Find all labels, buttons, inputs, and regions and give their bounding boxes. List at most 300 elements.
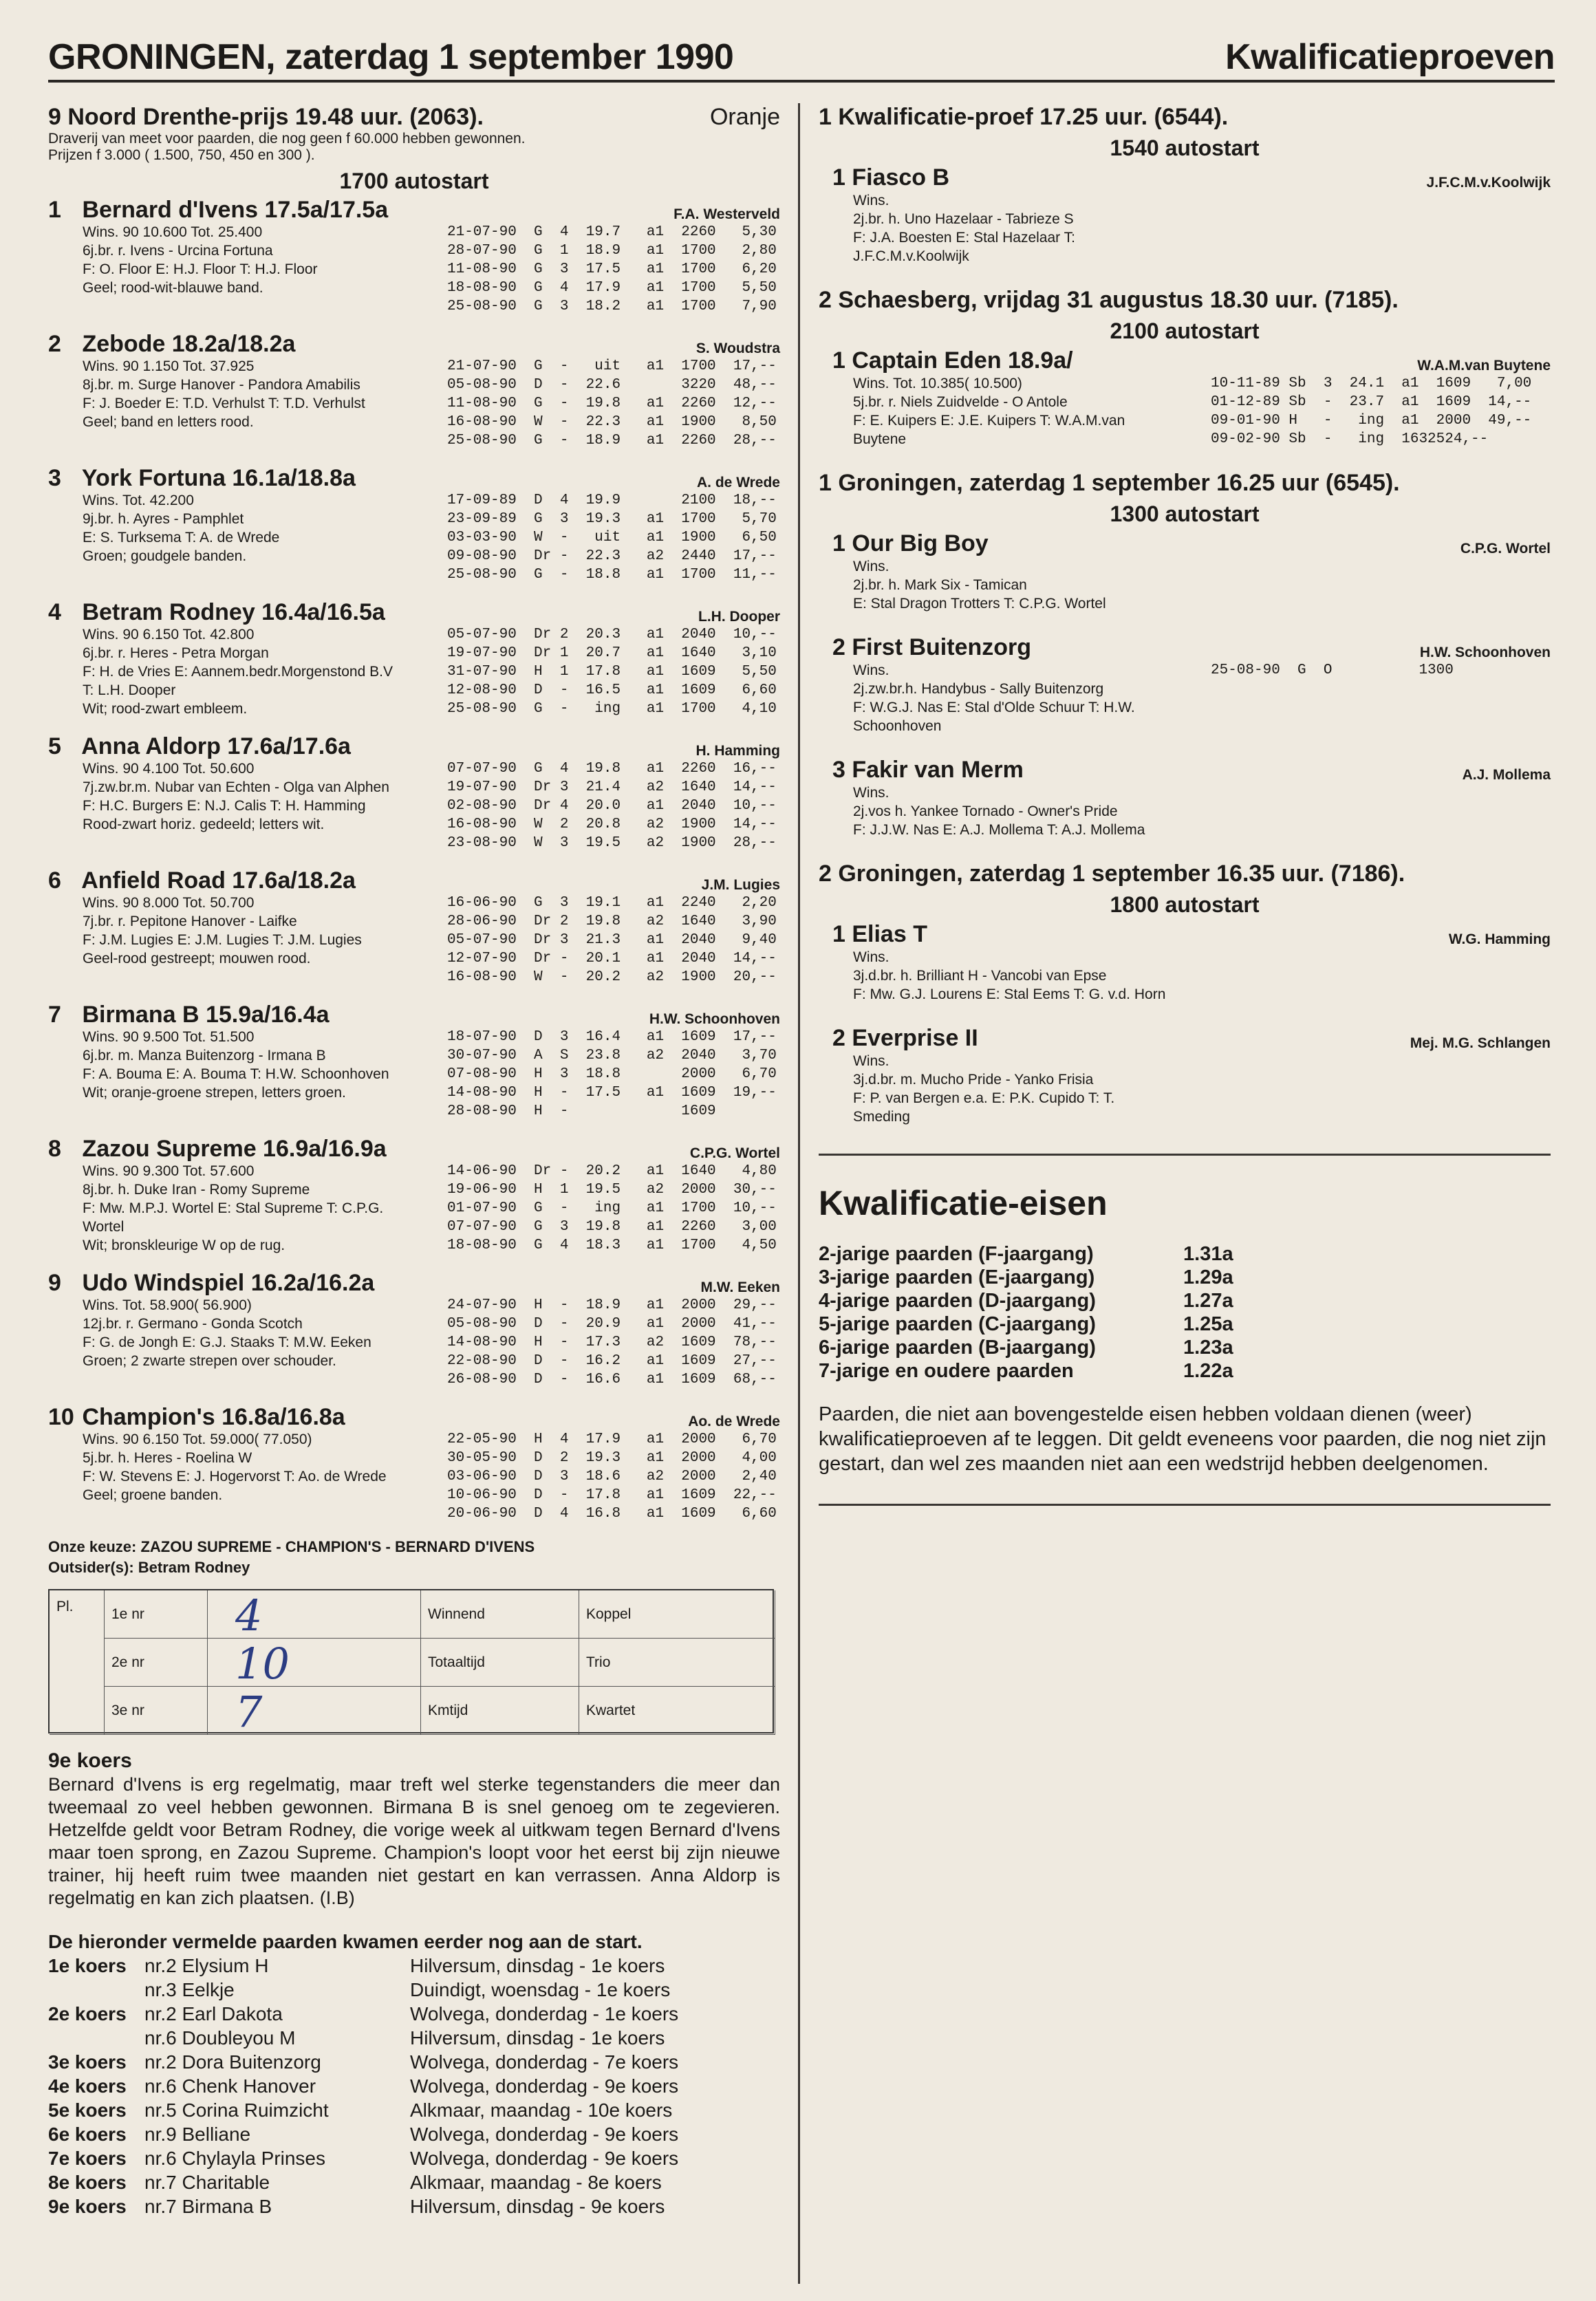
info-line: Smeding (853, 1109, 910, 1125)
horse-info (48, 894, 447, 986)
earlier-where: Wolvega, donderdag - 7e koers (410, 2051, 679, 2073)
info-line: 8j.br. h. Duke Iran - Romy Supreme (83, 1182, 310, 1198)
earlier-race: 3e koers (48, 2051, 127, 2073)
info-line: Wins. 90 10.600 Tot. 25.400 (83, 224, 263, 240)
start-row: 03-06-90 D 3 18.6 a2 2000 2,40 (447, 1469, 777, 1484)
earlier-row (48, 2026, 780, 2050)
driver-name: L.H. Dooper (698, 609, 780, 625)
start-row: 18-07-90 D 3 16.4 a1 1609 17,-- (447, 1029, 777, 1045)
horse-number: 6 (48, 867, 61, 894)
horse-number: 5 (48, 733, 61, 759)
earlier-horse: nr.6 Chenk Hanover (144, 2075, 316, 2097)
forecast-pick-cell (208, 1590, 421, 1639)
horse-starts (447, 625, 780, 718)
start-row: 12-07-90 Dr - 20.1 a1 2040 14,-- (447, 951, 777, 966)
earlier-race: 1e koers (48, 1955, 127, 1976)
info-line: Wins. (853, 662, 889, 678)
start-row: 14-08-90 H - 17.5 a1 1609 19,-- (447, 1085, 777, 1101)
info-line: F: H.C. Burgers E: N.J. Calis T: H. Hamming (83, 798, 366, 814)
earlier-where: Hilversum, dinsdag - 1e koers (410, 2027, 665, 2049)
requirement-row (819, 1289, 1551, 1312)
horse-body (48, 625, 780, 718)
start-row: 05-07-90 Dr 3 21.3 a1 2040 9,40 (447, 932, 777, 948)
qualification-horse (819, 347, 1551, 449)
qualification-horse (819, 530, 1551, 613)
qualification-horse-name: 1 Captain Eden 18.9a/ (832, 347, 1073, 374)
start-row: 16-08-90 W 2 20.8 a2 1900 14,-- (447, 817, 777, 832)
horse-title: York Fortuna 16.1a/18.8a (81, 465, 356, 491)
horse-info (48, 1430, 447, 1523)
info-line: 7j.br. r. Pepitone Hanover - Laifke (83, 914, 297, 929)
info-line: 5j.br. h. Heres - Roelina W (83, 1450, 252, 1466)
start-row: 14-08-90 H - 17.3 a2 1609 78,-- (447, 1335, 777, 1350)
start-row: 10-06-90 D - 17.8 a1 1609 22,-- (447, 1487, 777, 1503)
qualification-horse-body (819, 1052, 1551, 1126)
qualification-horse-body (819, 191, 1551, 266)
info-line: Rood-zwart horiz. gedeeld; letters wit. (83, 817, 325, 832)
info-line: 6j.br. m. Manza Buitenzorg - Irmana B (83, 1048, 326, 1063)
horse-header (48, 599, 780, 625)
start-row: 31-07-90 H 1 17.8 a1 1609 5,50 (447, 664, 777, 680)
qualification-horse-header (819, 920, 1551, 948)
info-line: Groen; 2 zwarte strepen over schouder. (83, 1353, 336, 1369)
start-row: 05-07-90 Dr 2 20.3 a1 2040 10,-- (447, 627, 777, 642)
earlier-race: 2e koers (48, 2003, 127, 2024)
start-row: 30-07-90 A S 23.8 a2 2040 3,70 (447, 1048, 777, 1063)
info-line: F: J.M. Lugies E: J.M. Lugies T: J.M. Lugies (83, 932, 362, 948)
requirement-value: 1.22a (1183, 1360, 1233, 1382)
info-line: Wit; oranje-groene strepen, letters groen. (83, 1085, 346, 1101)
horse-info (48, 1296, 447, 1389)
info-line: E: Stal Dragon Trotters T: C.P.G. Wortel (853, 596, 1106, 612)
info-line: 5j.br. r. Niels Zuidvelde - O Antole (853, 394, 1068, 410)
qualification-start: 1540 autostart (1110, 136, 1260, 160)
requirement-label: 6-jarige paarden (B-jaargang) (819, 1337, 1096, 1359)
start-row: 11-08-90 G - 19.8 a1 2260 12,-- (447, 396, 777, 411)
start-row: 23-08-90 W 3 19.5 a2 1900 28,-- (447, 835, 777, 851)
driver-name: S. Woudstra (695, 341, 780, 356)
forecast-position: 1e nr (105, 1590, 208, 1639)
horse-info (48, 1028, 447, 1121)
horse-number: 3 (48, 465, 61, 491)
horse-info (48, 491, 447, 584)
qualification-horse-name: 1 Elias T (832, 921, 927, 947)
qualification-title: 2 Groningen, zaterdag 1 september 16.35 uur. (7186). (819, 861, 1405, 887)
info-line: F: J.J.W. Nas E: A.J. Mollema T: A.J. Mollema (853, 822, 1145, 838)
earlier-where: Alkmaar, maandag - 8e koers (410, 2172, 662, 2193)
horse-name (48, 733, 351, 759)
earlier-where: Wolvega, donderdag - 9e koers (410, 2075, 679, 2097)
horse-starts (447, 491, 780, 584)
info-line: Geel-rood gestreept; mouwen rood. (83, 951, 311, 966)
qualification-horse-name: 1 Our Big Boy (832, 530, 989, 557)
info-line: Geel; groene banden. (83, 1487, 223, 1503)
horse-info (48, 1162, 447, 1255)
forecast-position: 3e nr (105, 1687, 208, 1735)
info-line: Wins. 90 1.150 Tot. 37.925 (83, 358, 255, 374)
start-row: 17-09-89 D 4 19.9 2100 18,-- (447, 493, 777, 508)
info-line: F: A. Bouma E: A. Bouma T: H.W. Schoonhoven (83, 1066, 389, 1082)
qualification-horse-name: 2 First Buitenzorg (832, 634, 1032, 660)
start-row: 21-07-90 G - uit a1 1700 17,-- (447, 358, 777, 374)
horse-body (48, 357, 780, 450)
horse-starts (447, 759, 780, 852)
start-row: 07-07-90 G 3 19.8 a1 2260 3,00 (447, 1219, 777, 1235)
start-row: 25-08-90 G - 18.8 a1 1700 11,-- (447, 567, 777, 583)
start-row: 09-02-90 Sb - ing 1632524,-- (1211, 431, 1489, 447)
horse-starts (447, 1296, 780, 1389)
qualification-horse-header (819, 164, 1551, 191)
info-line: Wins. 90 6.150 Tot. 59.000( 77.050) (83, 1432, 312, 1447)
start-row: 24-07-90 H - 18.9 a1 2000 29,-- (447, 1297, 777, 1313)
race-column (48, 103, 780, 2218)
earlier-race: 9e koers (48, 2196, 127, 2217)
horse-info (48, 625, 447, 718)
earlier-race (48, 2026, 144, 2050)
qualification-horse-header (819, 1024, 1551, 1052)
qualification-horse-info (819, 661, 1211, 735)
qualification-horse-name: 1 Fiasco B (832, 164, 950, 191)
horse-title: Zazou Supreme 16.9a/16.9a (82, 1136, 387, 1162)
earlier-row (48, 2170, 780, 2194)
earlier-list (48, 1954, 780, 2218)
start-row: 28-08-90 H - 1609 (447, 1103, 716, 1119)
qualification-column (819, 103, 1551, 1520)
horse-body (48, 491, 780, 584)
qualification-driver: Mej. M.G. Schlangen (1410, 1035, 1551, 1051)
info-line: F: J.A. Boesten E: Stal Hazelaar T: (853, 230, 1075, 246)
info-line: F: Mw. M.P.J. Wortel E: Stal Supreme T: C.P.G. (83, 1200, 384, 1216)
qualification-horse (819, 1024, 1551, 1126)
divider-top (819, 1154, 1551, 1156)
info-line: 2j.br. h. Mark Six - Tamican (853, 577, 1027, 593)
earlier-row (48, 2098, 780, 2122)
earlier-row (48, 2002, 780, 2026)
info-line: 2j.vos h. Yankee Tornado - Owner's Pride (853, 803, 1118, 819)
info-line: F: E. Kuipers E: J.E. Kuipers T: W.A.M.van (853, 413, 1125, 429)
start-row: 07-08-90 H 3 18.8 2000 6,70 (447, 1066, 777, 1082)
horse-name (48, 465, 356, 491)
horse-body (48, 894, 780, 986)
earlier-row (48, 2122, 780, 2146)
info-line: Wins. (853, 193, 889, 208)
info-line: Wins. Tot. 42.200 (83, 493, 194, 508)
race-color: Oranje (709, 104, 780, 130)
qualification-driver: J.F.C.M.v.Koolwijk (1426, 175, 1551, 191)
earlier-horse: nr.6 Doubleyou M (144, 2027, 296, 2049)
horse-title: Anna Aldorp 17.6a/17.6a (81, 733, 351, 759)
qualification-horse-body (819, 374, 1551, 449)
requirements-note: Paarden, die niet aan bovengestelde eisen hebben voldaan dienen (weer) kwalificatieproeven af te leggen. Dit geldt eveneens voor paarden, die nog niet zijn gestart, dan wel zes maanden niet aan een wedstrijd hebben deelgenomen. (819, 1403, 1546, 1475)
forecast-label: Totaaltijd (421, 1639, 579, 1687)
driver-name: M.W. Eeken (700, 1279, 780, 1295)
requirement-row (819, 1266, 1551, 1289)
info-line: 6j.br. r. Ivens - Urcina Fortuna (83, 243, 273, 259)
info-line: 3j.d.br. h. Brilliant H - Vancobi van Epse (853, 968, 1107, 984)
forecast-label: Winnend (421, 1590, 579, 1639)
info-line: Wins. 90 9.300 Tot. 57.600 (83, 1163, 255, 1179)
page-title: GRONINGEN, zaterdag 1 september 1990 (48, 37, 734, 77)
info-line: 7j.zw.br.m. Nubar van Echten - Olga van Alphen (83, 779, 389, 795)
start-row: 03-03-90 W - uit a1 1900 6,50 (447, 530, 777, 545)
qualification-driver: W.G. Hamming (1448, 931, 1551, 947)
forecast-bet: Kwartet (579, 1687, 775, 1735)
horse-body (48, 1162, 780, 1255)
qualification-horse-starts (1211, 557, 1551, 613)
our-choice: Onze keuze: ZAZOU SUPREME - CHAMPION'S - BERNARD D'IVENS (48, 1538, 535, 1555)
horse-number: 8 (48, 1136, 61, 1162)
info-line: F: O. Floor E: H.J. Floor T: H.J. Floor (83, 261, 318, 277)
qualification-driver: W.A.M.van Buytene (1417, 358, 1551, 374)
horse-starts (447, 223, 780, 316)
qualification-horse-header (819, 634, 1551, 661)
qualification-horse (819, 164, 1551, 266)
requirement-label: 3-jarige paarden (E-jaargang) (819, 1266, 1095, 1288)
earlier-horse: nr.7 Birmana B (144, 2196, 272, 2217)
horse-title: Udo Windspiel 16.2a/16.2a (82, 1270, 375, 1296)
qualification-horse-starts (1211, 661, 1551, 735)
requirement-row (819, 1336, 1551, 1359)
info-line: Wins. 90 6.150 Tot. 42.800 (83, 627, 255, 642)
comment-text: Bernard d'Ivens is erg regelmatig, maar treft wel sterke tegenstanders die meer dan tweemaal zo veel hebben gewonnen. Birmana B is snel genoeg om te zegevieren. Hetzelfde geldt voor Betram Rodney, die vorige week al uitkwam tegen Bernard d'Ivens maar toen sprong, en Zazou Supreme. Champion's loopt voor het eerst bij zijn nieuwe trainer, hij heeft ruim twee maanden niet gestart en kan verrassen. Anna Aldorp is regelmatig en kan zich plaatsen. (I.B) (48, 1774, 780, 1908)
horse-name (48, 1002, 330, 1028)
earlier-horse: nr.2 Earl Dakota (144, 2003, 283, 2024)
earlier-race: 5e koers (48, 2099, 127, 2121)
forecast-position: 2e nr (105, 1639, 208, 1687)
start-row: 22-05-90 H 4 17.9 a1 2000 6,70 (447, 1432, 777, 1447)
horse-header (48, 1002, 780, 1028)
info-line: Wins. (853, 785, 889, 801)
horse-number: 1 (48, 197, 61, 223)
race-header (48, 103, 780, 131)
horse-title: Champion's 16.8a/16.8a (82, 1404, 345, 1430)
earlier-horse: nr.7 Charitable (144, 2172, 270, 2193)
driver-name: Ao. de Wrede (688, 1414, 780, 1429)
start-row: 26-08-90 D - 16.6 a1 1609 68,-- (447, 1372, 777, 1387)
requirements-title: Kwalificatie-eisen (819, 1184, 1108, 1222)
qualification-horse (819, 634, 1551, 735)
info-line: T: L.H. Dooper (83, 682, 176, 698)
start-row: 25-08-90 G O 1300 (1211, 662, 1454, 678)
horse-starts (447, 1162, 780, 1255)
requirement-value: 1.31a (1183, 1243, 1233, 1265)
info-line: F: Mw. G.J. Lourens E: Stal Eems T: G. v.d. Horn (853, 986, 1166, 1002)
race-description: Draverij van meet voor paarden, die nog geen f 60.000 hebben gewonnen. (48, 131, 526, 147)
earlier-race: 8e koers (48, 2172, 127, 2193)
start-row: 05-08-90 D - 22.6 3220 48,-- (447, 377, 777, 393)
start-row: 25-08-90 G 3 18.2 a1 1700 7,90 (447, 299, 777, 314)
driver-name: J.M. Lugies (701, 877, 780, 893)
forecast-pick-cell (208, 1687, 421, 1735)
horse-starts (447, 894, 780, 986)
info-line: Wins. Tot. 10.385( 10.500) (853, 376, 1022, 391)
horse-header (48, 197, 780, 223)
handwritten-pick: 7 (235, 1687, 263, 1737)
info-line: F: P. van Bergen e.a. E: P.K. Cupido T: T. (853, 1090, 1115, 1106)
horse-entry (48, 733, 780, 852)
forecast-pl: Pl. (50, 1590, 105, 1735)
start-row: 19-07-90 Dr 1 20.7 a1 1640 3,10 (447, 645, 777, 661)
qualification-horse-info (819, 948, 1211, 1004)
earlier-row (48, 1954, 780, 1978)
divider-bottom (819, 1504, 1551, 1506)
requirement-label: 5-jarige paarden (C-jaargang) (819, 1313, 1096, 1335)
horse-title: Zebode 18.2a/18.2a (82, 331, 296, 357)
info-line: Schoonhoven (853, 718, 942, 734)
earlier-horse: nr.3 Eelkje (144, 1979, 235, 2000)
info-line: F: G. de Jongh E: G.J. Staaks T: M.W. Eeken (83, 1335, 371, 1350)
horse-name (48, 1404, 345, 1430)
info-line: F: H. de Vries E: Aannem.bedr.Morgenstond B.V (83, 664, 393, 680)
earlier-where: Wolvega, donderdag - 9e koers (410, 2124, 679, 2145)
horse-entry (48, 599, 780, 718)
earlier-race: 6e koers (48, 2124, 127, 2145)
horse-body (48, 1296, 780, 1389)
start-row: 16-08-90 W - 20.2 a2 1900 20,-- (447, 969, 777, 985)
start-row: 16-06-90 G 3 19.1 a1 2240 2,20 (447, 895, 777, 911)
info-line: Wortel (83, 1219, 125, 1235)
horse-entry (48, 331, 780, 450)
horse-name (48, 599, 385, 625)
start-row: 07-07-90 G 4 19.8 a1 2260 16,-- (447, 761, 777, 777)
section-title: Kwalificatieproeven (1225, 37, 1555, 77)
horse-starts (447, 357, 780, 450)
info-line: Groen; goudgele banden. (83, 548, 247, 564)
qualification-race (819, 860, 1551, 1126)
start-row: 01-07-90 G - ing a1 1700 10,-- (447, 1200, 777, 1216)
requirement-label: 7-jarige en oudere paarden (819, 1360, 1074, 1382)
horse-header (48, 1404, 780, 1430)
earlier-where: Hilversum, dinsdag - 9e koers (410, 2196, 665, 2217)
qualification-horse-info (819, 191, 1211, 266)
info-line: Wins. (853, 559, 889, 574)
qualification-horse (819, 920, 1551, 1004)
info-line: 8j.br. m. Surge Hanover - Pandora Amabilis (83, 377, 360, 393)
requirement-row (819, 1312, 1551, 1336)
qualification-list (819, 103, 1551, 1126)
requirement-value: 1.29a (1183, 1266, 1233, 1288)
earlier-row (48, 2194, 780, 2218)
qualification-horse-starts (1211, 374, 1551, 449)
qualification-race (819, 103, 1551, 266)
horse-starts (447, 1028, 780, 1121)
race-prizes: Prijzen f 3.000 ( 1.500, 750, 450 en 300 ). (48, 147, 315, 163)
qualification-horse-info (819, 557, 1211, 613)
requirement-value: 1.27a (1183, 1290, 1233, 1312)
qualification-race (819, 469, 1551, 839)
requirement-row (819, 1359, 1551, 1383)
qualification-horse-name: 3 Fakir van Merm (832, 757, 1024, 783)
qualification-horse-info (819, 1052, 1211, 1126)
horse-title: Bernard d'Ivens 17.5a/17.5a (82, 197, 389, 223)
info-line: E: S. Turksema T: A. de Wrede (83, 530, 280, 545)
info-line: Geel; rood-wit-blauwe band. (83, 280, 263, 296)
earlier-horse: nr.6 Chylayla Prinses (144, 2148, 326, 2169)
qualification-horse-header (819, 756, 1551, 784)
forecast-grid (48, 1589, 774, 1737)
info-line: 9j.br. h. Ayres - Pamphlet (83, 511, 244, 527)
qualification-horse-info (819, 374, 1211, 449)
horse-entry (48, 1136, 780, 1255)
horse-header (48, 867, 780, 894)
horse-number: 4 (48, 599, 61, 625)
horse-name (48, 1270, 374, 1296)
start-row: 19-06-90 H 1 19.5 a2 2000 30,-- (447, 1182, 777, 1198)
start-row: 09-01-90 H - ing a1 2000 49,-- (1211, 413, 1532, 429)
horse-name (48, 197, 388, 223)
horse-body (48, 1028, 780, 1121)
requirements-list (819, 1242, 1551, 1383)
earlier-race (48, 1978, 144, 2002)
qualification-horse-header (819, 347, 1551, 374)
page-header (48, 34, 1555, 83)
info-line: 12j.br. r. Germano - Gonda Scotch (83, 1316, 303, 1332)
start-row: 11-08-90 G 3 17.5 a1 1700 6,20 (447, 261, 777, 277)
info-line: Buytene (853, 431, 907, 447)
earlier-row (48, 1978, 780, 2002)
earlier-title: De hieronder vermelde paarden kwamen eerder nog aan de start. (48, 1931, 643, 1952)
outsider: Outsider(s): Betram Rodney (48, 1559, 250, 1576)
earlier-where: Wolvega, donderdag - 9e koers (410, 2148, 679, 2169)
start-row: 23-09-89 G 3 19.3 a1 1700 5,70 (447, 511, 777, 527)
horse-name (48, 1136, 387, 1162)
start-row: 30-05-90 D 2 19.3 a1 2000 4,00 (447, 1450, 777, 1466)
info-line: J.F.C.M.v.Koolwijk (853, 248, 969, 264)
qualification-driver: H.W. Schoonhoven (1419, 645, 1551, 660)
comment-title: 9e koers (48, 1749, 132, 1772)
start-row: 28-06-90 Dr 2 19.8 a2 1640 3,90 (447, 914, 777, 929)
earlier-row (48, 2050, 780, 2074)
horse-entry (48, 1404, 780, 1523)
earlier-horse: nr.9 Belliane (144, 2124, 251, 2145)
horse-name (48, 331, 295, 357)
earlier-where: Wolvega, donderdag - 1e koers (410, 2003, 679, 2024)
info-line: Wins. 90 4.100 Tot. 50.600 (83, 761, 255, 777)
horse-entry (48, 197, 780, 316)
driver-name: A. de Wrede (697, 475, 780, 490)
horse-entry (48, 867, 780, 986)
earlier-horse: nr.2 Elysium H (144, 1955, 269, 1976)
qualification-horse-header (819, 530, 1551, 557)
horse-list (48, 197, 780, 1523)
horse-number: 9 (48, 1270, 61, 1296)
qualification-start: 1800 autostart (1110, 892, 1260, 917)
info-line: Wit; rood-zwart embleem. (83, 701, 248, 717)
start-row: 21-07-90 G 4 19.7 a1 2260 5,30 (447, 224, 777, 240)
handwritten-pick: 4 (235, 1590, 263, 1641)
info-line: 3j.d.br. m. Mucho Pride - Yanko Frisia (853, 1072, 1094, 1088)
start-row: 05-08-90 D - 20.9 a1 2000 41,-- (447, 1316, 777, 1332)
info-line: Wit; bronskleurige W op de rug. (83, 1238, 285, 1253)
start-row: 10-11-89 Sb 3 24.1 a1 1609 7,00 (1211, 376, 1532, 391)
handwritten-pick: 10 (235, 1639, 290, 1689)
qualification-horse-starts (1211, 784, 1551, 839)
forecast-bet: Trio (579, 1639, 775, 1687)
earlier-where: Alkmaar, maandag - 10e koers (410, 2099, 673, 2121)
qualification-horse-starts (1211, 191, 1551, 266)
horse-header (48, 465, 780, 491)
start-row: 25-08-90 G - 18.9 a1 2260 28,-- (447, 433, 777, 449)
horse-entry (48, 1270, 780, 1389)
info-line: Wins. (853, 949, 889, 965)
race-title: 9 Noord Drenthe-prijs 19.48 uur. (2063). (48, 104, 484, 130)
horse-header (48, 1270, 780, 1296)
driver-name: H. Hamming (695, 743, 780, 759)
start-row: 16-08-90 W - 22.3 a1 1900 8,50 (447, 414, 777, 430)
earlier-horse: nr.5 Corina Ruimzicht (144, 2099, 329, 2121)
info-line: Geel; band en letters rood. (83, 414, 254, 430)
qualification-title: 1 Kwalificatie-proef 17.25 uur. (6544). (819, 104, 1229, 130)
